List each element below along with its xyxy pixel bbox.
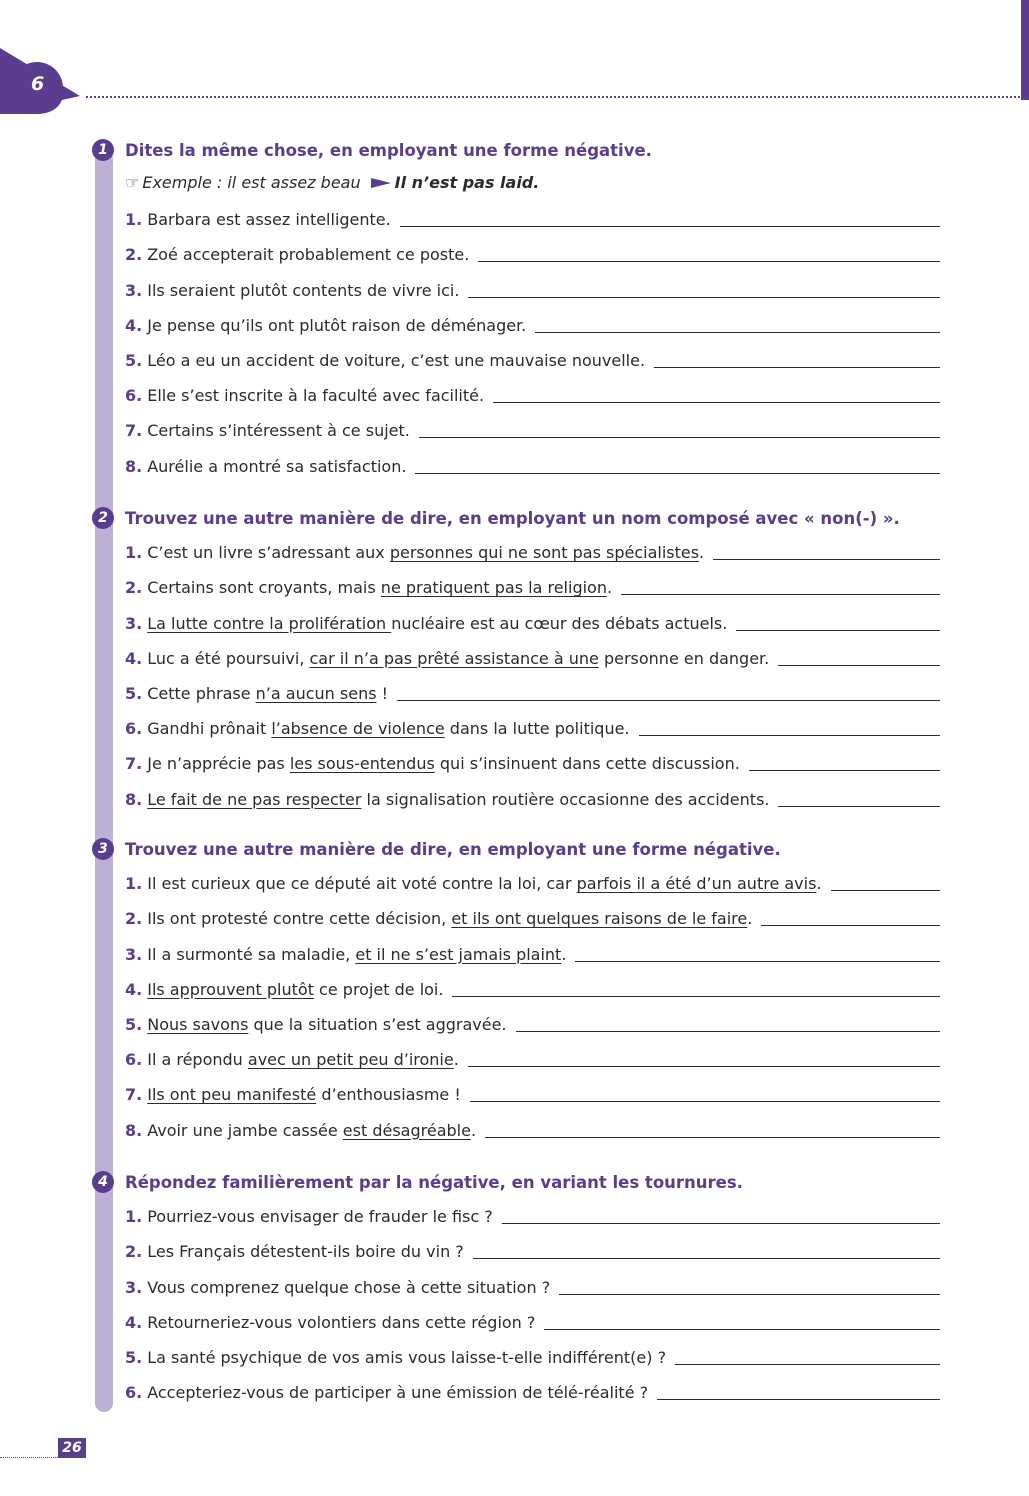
item-text: Je n’apprécie pas <box>147 754 290 774</box>
exercise-item <box>92 934 940 969</box>
example-prompt: Exemple : il est assez beau <box>142 173 361 192</box>
answer-blank[interactable] <box>761 925 940 926</box>
item-number: 5. <box>125 350 143 370</box>
item-text: Il a répondu <box>147 1050 248 1070</box>
item-text: Ils ont protesté contre cette décision, <box>147 909 452 929</box>
item-text: Il a surmonté sa maladie, <box>147 944 356 964</box>
answer-blank[interactable] <box>397 700 940 701</box>
answer-blank[interactable] <box>535 332 940 333</box>
exercise-3 <box>92 834 940 1146</box>
underlined-phrase: est désagréable <box>342 1120 471 1140</box>
item-text: La santé psychique de vos amis vous laisse-t-elle indifférent(e) ? <box>147 1347 667 1367</box>
answer-blank[interactable] <box>473 1258 940 1259</box>
exercise-heading <box>92 503 940 533</box>
item-text: nucléaire est au cœur des débats actuels. <box>391 613 728 633</box>
item-number: 1. <box>125 210 143 230</box>
underlined-phrase: Ils approuvent plutôt <box>147 979 314 999</box>
exercise-item <box>92 899 940 934</box>
item-number: 4. <box>125 979 143 999</box>
answer-blank[interactable] <box>675 1364 940 1365</box>
exercise-item <box>92 533 940 568</box>
exercise-heading <box>92 135 940 165</box>
answer-blank[interactable] <box>575 961 940 962</box>
item-number: 3. <box>125 280 143 300</box>
item-text: . <box>606 578 613 598</box>
item-text: Cette phrase <box>147 683 256 703</box>
exercise-item <box>92 1338 940 1373</box>
item-text: . <box>747 909 753 929</box>
answer-blank[interactable] <box>831 890 940 891</box>
exercise-item <box>92 1373 940 1408</box>
item-text: qui s’insinuent dans cette discussion. <box>434 754 740 774</box>
header-dotted-rule <box>86 96 1020 98</box>
underlined-phrase: et il ne s’est jamais plaint <box>355 944 562 964</box>
answer-blank[interactable] <box>502 1223 940 1224</box>
answer-blank[interactable] <box>654 367 940 368</box>
underlined-phrase: l’absence de violence <box>271 719 445 739</box>
exercise-item <box>92 235 940 270</box>
exercise-item <box>92 200 940 235</box>
exercise-number-badge: 4 <box>92 1171 114 1193</box>
answer-blank[interactable] <box>559 1294 940 1295</box>
answer-blank[interactable] <box>778 806 940 807</box>
exercise-item <box>92 1005 940 1040</box>
unit-number: 6 <box>31 73 45 95</box>
item-text: personne en danger. <box>598 648 770 668</box>
exercise-number-badge: 2 <box>92 507 114 529</box>
item-text: Accepteriez-vous de participer à une émission de télé-réalité ? <box>147 1383 649 1403</box>
item-text: que la situation s’est aggravée. <box>248 1014 507 1034</box>
item-text: Ils seraient plutôt contents de vivre ici. <box>147 280 460 300</box>
item-text: la signalisation routière occasionne des accidents. <box>361 789 770 809</box>
item-number: 4. <box>125 648 143 668</box>
exercise-item <box>92 1267 940 1302</box>
answer-blank[interactable] <box>452 996 940 997</box>
item-number: 5. <box>125 1014 143 1034</box>
underlined-phrase: La lutte contre la prolifération <box>147 613 392 633</box>
exercise-item <box>92 306 940 341</box>
item-text: Barbara est assez intelligente. <box>147 210 391 230</box>
underlined-phrase: Ils ont peu manifesté <box>147 1085 317 1105</box>
answer-blank[interactable] <box>778 665 940 666</box>
item-text: C’est un livre s’adressant aux <box>147 543 390 563</box>
item-text: . <box>470 1120 477 1140</box>
item-text: Zoé accepterait probablement ce poste. <box>147 245 470 265</box>
item-number: 1. <box>125 1207 143 1227</box>
answer-blank[interactable] <box>516 1031 940 1032</box>
item-number: 6. <box>125 1050 143 1070</box>
item-number: 3. <box>125 1277 143 1297</box>
answer-blank[interactable] <box>400 226 940 227</box>
answer-blank[interactable] <box>736 630 940 631</box>
answer-blank[interactable] <box>713 559 940 560</box>
exercise-item <box>92 568 940 603</box>
item-text: Certains sont croyants, mais <box>147 578 381 598</box>
exercise-item <box>92 603 940 638</box>
exercise-item <box>92 446 940 481</box>
item-number: 4. <box>125 315 143 335</box>
exercise-item <box>92 864 940 899</box>
exercise-title: Répondez familièrement par la négative, en variant les tournures. <box>125 1173 743 1192</box>
exercise-item <box>92 1197 940 1232</box>
item-number: 1. <box>125 543 143 563</box>
item-number: 8. <box>125 789 143 809</box>
exercise-4 <box>92 1167 940 1408</box>
answer-blank[interactable] <box>468 1066 940 1067</box>
answer-blank[interactable] <box>544 1329 940 1330</box>
item-number: 8. <box>125 1120 143 1140</box>
exercise-item <box>92 1040 940 1075</box>
answer-blank[interactable] <box>415 473 940 474</box>
exercise-title: Trouvez une autre manière de dire, en employant un nom composé avec « non(-) ». <box>125 509 900 528</box>
exercise-item <box>92 341 940 376</box>
pointing-hand-icon: ☞ <box>125 173 140 192</box>
item-number: 2. <box>125 909 143 929</box>
exercise-title: Dites la même chose, en employant une forme négative. <box>125 141 652 160</box>
answer-blank[interactable] <box>639 735 940 736</box>
example-line <box>92 165 940 200</box>
answer-blank[interactable] <box>657 1399 940 1400</box>
exercise-number-badge: 3 <box>92 838 114 860</box>
item-text: Aurélie a montré sa satisfaction. <box>147 456 407 476</box>
exercise-item <box>92 1303 940 1338</box>
item-number: 5. <box>125 683 143 703</box>
exercise-item <box>92 744 940 779</box>
item-text: Elle s’est inscrite à la faculté avec facilité. <box>147 386 485 406</box>
item-number: 4. <box>125 1312 143 1332</box>
answer-blank[interactable] <box>493 402 940 403</box>
item-text: Gandhi prônait <box>147 719 272 739</box>
item-text: Retourneriez-vous volontiers dans cette région ? <box>147 1312 536 1332</box>
answer-blank[interactable] <box>468 297 940 298</box>
item-text: ce projet de loi. <box>313 979 444 999</box>
exercise-title: Trouvez une autre manière de dire, en employant une forme négative. <box>125 840 781 859</box>
item-number: 6. <box>125 386 143 406</box>
page-number: 26 <box>58 1438 86 1458</box>
arrow-right-icon <box>371 178 391 188</box>
exercise-item <box>92 779 940 814</box>
item-text: Léo a eu un accident de voiture, c’est une mauvaise nouvelle. <box>147 350 646 370</box>
exercise-item <box>92 270 940 305</box>
item-number: 8. <box>125 456 143 476</box>
footer-dotted-rule <box>0 1457 58 1458</box>
item-number: 2. <box>125 245 143 265</box>
item-number: 2. <box>125 578 143 598</box>
underlined-phrase: n’a aucun sens <box>255 683 377 703</box>
underlined-phrase: ne pratiquent pas la religion <box>380 578 607 598</box>
item-text: Pourriez-vous envisager de frauder le fisc ? <box>147 1207 493 1227</box>
item-number: 1. <box>125 874 143 894</box>
answer-blank[interactable] <box>485 1137 940 1138</box>
item-text: d’enthousiasme ! <box>316 1085 461 1105</box>
exercise-1 <box>92 135 940 482</box>
item-number: 3. <box>125 613 143 633</box>
edge-marker <box>1021 0 1029 100</box>
exercise-item <box>92 1232 940 1267</box>
underlined-phrase: Nous savons <box>147 1014 249 1034</box>
item-text: Je pense qu’ils ont plutôt raison de déménager. <box>147 315 527 335</box>
item-text: dans la lutte politique. <box>444 719 630 739</box>
item-text: . <box>816 874 822 894</box>
item-text: Il est curieux que ce député ait voté contre la loi, car <box>147 874 577 894</box>
exercise-item <box>92 376 940 411</box>
exercise-item <box>92 970 940 1005</box>
exercise-heading <box>92 834 940 864</box>
exercise-item <box>92 1110 940 1145</box>
item-text: Luc a été poursuivi, <box>147 648 310 668</box>
exercise-heading <box>92 1167 940 1197</box>
item-text: Certains s’intéressent à ce sujet. <box>147 421 410 441</box>
item-number: 5. <box>125 1347 143 1367</box>
underlined-phrase: Le fait de ne pas respecter <box>147 789 362 809</box>
underlined-phrase: car il n’a pas prêté assistance à une <box>309 648 599 668</box>
exercise-2 <box>92 503 940 815</box>
item-text: Avoir une jambe cassée <box>147 1120 343 1140</box>
underlined-phrase: personnes qui ne sont pas spécialistes <box>389 543 700 563</box>
item-text: Les Français détestent-ils boire du vin ? <box>147 1242 464 1262</box>
underlined-phrase: et ils ont quelques raisons de le faire <box>451 909 748 929</box>
example-answer: Il n’est pas laid. <box>394 173 540 192</box>
item-number: 6. <box>125 719 143 739</box>
item-number: 2. <box>125 1242 143 1262</box>
exercise-item <box>92 709 940 744</box>
exercise-item <box>92 639 940 674</box>
item-number: 6. <box>125 1383 143 1403</box>
item-text: Vous comprenez quelque chose à cette situation ? <box>147 1277 551 1297</box>
underlined-phrase: parfois il a été d’un autre avis <box>576 874 817 894</box>
underlined-phrase: les sous-entendus <box>289 754 435 774</box>
answer-blank[interactable] <box>621 594 940 595</box>
item-text: . <box>699 543 705 563</box>
answer-blank[interactable] <box>478 261 940 262</box>
exercise-item <box>92 674 940 709</box>
item-number: 3. <box>125 944 143 964</box>
item-text: . <box>561 944 567 964</box>
exercise-item <box>92 1075 940 1110</box>
item-number: 7. <box>125 1085 143 1105</box>
item-number: 7. <box>125 421 143 441</box>
item-text: ! <box>376 683 389 703</box>
underlined-phrase: avec un petit peu d’ironie <box>247 1050 454 1070</box>
item-text: . <box>453 1050 459 1070</box>
answer-blank[interactable] <box>749 770 940 771</box>
exercise-item <box>92 411 940 446</box>
answer-blank[interactable] <box>419 437 940 438</box>
exercise-number-badge: 1 <box>92 139 114 161</box>
item-number: 7. <box>125 754 143 774</box>
answer-blank[interactable] <box>470 1101 940 1102</box>
